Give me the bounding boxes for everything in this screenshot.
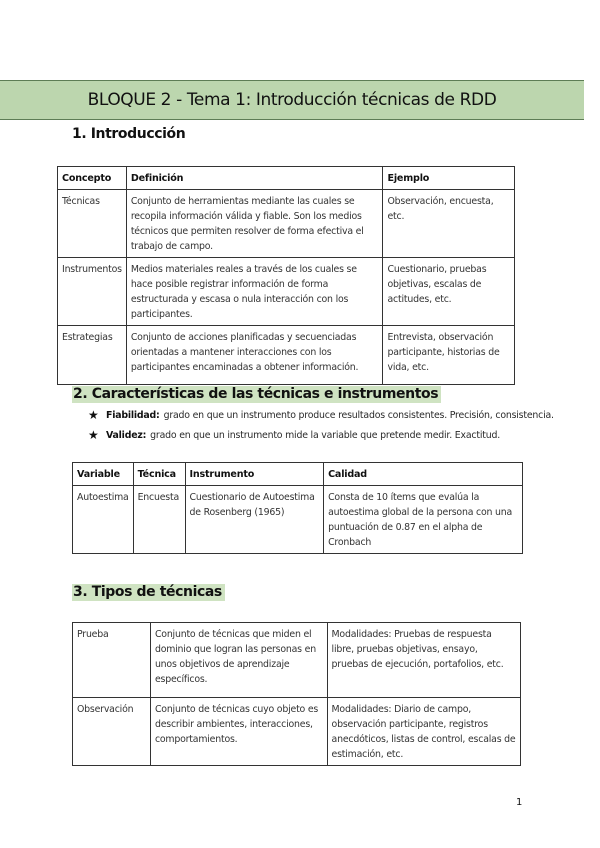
page-number: 1 — [516, 797, 523, 808]
table-row — [73, 698, 521, 766]
description-cell: Conjunto de técnicas que miden el dominio que logran las personas en unos objetivos de aprendizaje específicos. — [150, 623, 327, 698]
column-header: Técnica — [133, 463, 185, 486]
column-header: Concepto — [58, 167, 127, 190]
type-cell: Prueba — [73, 623, 151, 698]
star-bullet-icon: ★ — [88, 428, 99, 442]
list-item — [88, 405, 554, 425]
instrument-cell: Cuestionario de Autoestima de Rosenberg (1965) — [185, 486, 324, 554]
bullet-text: grado en que un instrumento produce resultados consistentes. Precisión, consistencia. — [163, 409, 554, 421]
document-title: BLOQUE 2 - Tema 1: Introducción técnicas de RDD — [87, 90, 497, 110]
variable-cell: Autoestima — [73, 486, 134, 554]
section-3-title-text: 3. Tipos de técnicas — [72, 584, 225, 601]
table-row — [58, 326, 515, 385]
concept-cell: Estrategias — [58, 326, 127, 385]
table-header-row — [73, 463, 523, 486]
concept-cell: Técnicas — [58, 190, 127, 258]
example-cell: Entrevista, observación participante, historias de vida, etc. — [383, 326, 515, 385]
document-title-banner — [0, 80, 584, 120]
bullet-term: Fiabilidad: — [106, 409, 160, 421]
type-cell: Observación — [73, 698, 151, 766]
table-row — [58, 190, 515, 258]
example-cell: Cuestionario, pruebas objetivas, escalas de actitudes, etc. — [383, 258, 515, 326]
column-header: Definición — [126, 167, 383, 190]
concepts-table — [57, 166, 515, 385]
section-3-title — [72, 584, 225, 600]
column-header: Variable — [73, 463, 134, 486]
table-row — [73, 486, 523, 554]
table-row — [58, 258, 515, 326]
column-header: Calidad — [324, 463, 523, 486]
description-cell: Conjunto de técnicas cuyo objeto es describir ambientes, interacciones, comportamientos. — [150, 698, 327, 766]
definition-cell: Conjunto de herramientas mediante las cuales se recopila información válida y fiable. Son los medios técnicos que permiten resolver de forma efectiva el trabajo de campo. — [126, 190, 383, 258]
star-bullet-icon: ★ — [88, 408, 99, 422]
quality-cell: Consta de 10 ítems que evalúa la autoestima global de la persona con una puntuación de 0.87 en el alpha de Cronbach — [324, 486, 523, 554]
quality-bullet-list — [88, 405, 554, 445]
concept-cell: Instrumentos — [58, 258, 127, 326]
technique-cell: Encuesta — [133, 486, 185, 554]
section-2-title — [72, 386, 441, 402]
section-1-title: 1. Introducción — [72, 126, 186, 142]
column-header: Ejemplo — [383, 167, 515, 190]
list-item — [88, 425, 554, 445]
table-row — [73, 623, 521, 698]
bullet-text: grado en que un instrumento mide la variable que pretende medir. Exactitud. — [150, 429, 500, 441]
variable-table — [72, 462, 523, 554]
example-cell: Observación, encuesta, etc. — [383, 190, 515, 258]
definition-cell: Conjunto de acciones planificadas y secuenciadas orientadas a mantener interacciones con los participantes encaminadas a obtener información. — [126, 326, 383, 385]
table-header-row — [58, 167, 515, 190]
modalities-cell: Modalidades: Pruebas de respuesta libre, pruebas objetivas, ensayo, pruebas de ejecución, portafolios, etc. — [327, 623, 520, 698]
technique-types-table — [72, 622, 521, 766]
definition-cell: Medios materiales reales a través de los cuales se hace posible registrar información de forma estructurada y escasa o nula interacción con los participantes. — [126, 258, 383, 326]
bullet-term: Validez: — [106, 429, 147, 441]
section-2-title-text: 2. Características de las técnicas e instrumentos — [72, 386, 441, 403]
modalities-cell: Modalidades: Diario de campo, observación participante, registros anecdóticos, listas de control, escalas de estimación, etc. — [327, 698, 520, 766]
column-header: Instrumento — [185, 463, 324, 486]
